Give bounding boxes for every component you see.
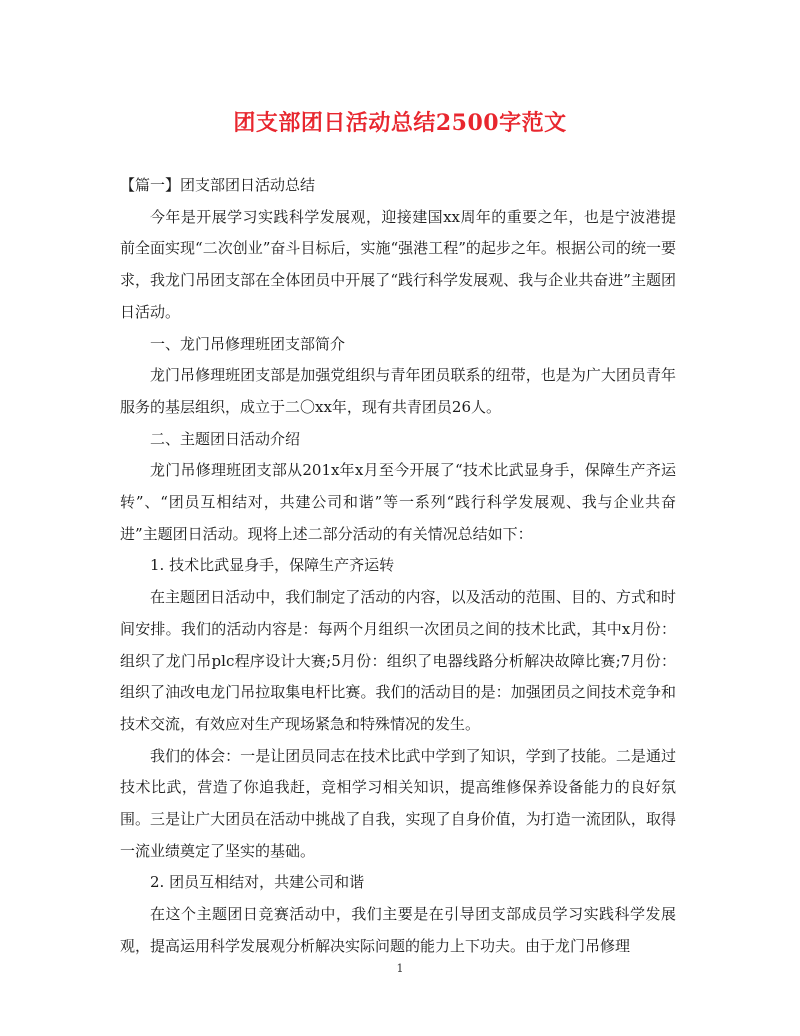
subheading-pairing: 2. 团员互相结对，共建公司和谐	[150, 873, 365, 892]
document-title: 团支部团日活动总结2500字范文	[233, 110, 567, 136]
paragraph-skill-contest: 在主题团日活动中，我们制定了活动的内容，以及活动的范围、目的、方式和时间安排。我们的活动内容是：每两个月组织一次团员之间的技术比武，其中x月份：组织了龙门吊plc程序设计大赛;5月份：组织了电器线路分析解决故障比赛;7月份：组织了油改电龙门吊拉取集电杆比赛。我们的活动目的是：加强团员之间技术竞争和技术交流，有效应对生产现场紧急和特殊情况的发生。	[120, 588, 676, 733]
section-header: 【篇一】团支部团日活动总结	[120, 176, 316, 194]
paragraph-experience: 我们的体会：一是让团员同志在技术比武中学到了知识，学到了技能。二是通过技术比武，营造了你追我赶，竞相学习相关知识，提高维修保养设备能力的良好氛围。三是让广大团员在活动中挑战了自我，实现了自身价值，为打造一流团队，取得一流业绩奠定了坚实的基础。	[120, 746, 676, 860]
heading-part-two: 二、主题团日活动介绍	[150, 429, 301, 448]
page-number: 1	[396, 962, 404, 975]
paragraph-intro: 今年是开展学习实践科学发展观，迎接建国xx周年的重要之年，也是宁波港提前全面实现“二次创业”奋斗目标后，实施“强港工程”的起步之年。根据公司的统一要求，我龙门吊团支部在全体团员中开展了“践行科学发展观、我与企业共奋进”主题团日活动。	[120, 207, 676, 321]
paragraph-intro-branch: 龙门吊修理班团支部是加强党组织与青年团员联系的纽带，也是为广大团员青年服务的基层组织，成立于二〇xx年，现有共青团员26人。	[120, 366, 676, 416]
document-body	[120, 170, 676, 963]
heading-part-one: 一、龙门吊修理班团支部简介	[150, 334, 346, 353]
subheading-skill-contest: 1. 技术比武显身手，保障生产齐运转	[150, 556, 395, 575]
paragraph-activities: 龙门吊修理班团支部从201x年x月至今开展了“技术比武显身手，保障生产齐运转”、“团员互相结对，共建公司和谐”等一系列“践行科学发展观、我与企业共奋进”主题团日活动。现将上述二部分活动的有关情况总结如下：	[120, 461, 676, 543]
paragraph-pairing: 在这个主题团日竞赛活动中，我们主要是在引导团支部成员学习实践科学发展观，提高运用科学发展观分析解决实际问题的能力上下功夫。由于龙门吊修理	[120, 905, 676, 955]
